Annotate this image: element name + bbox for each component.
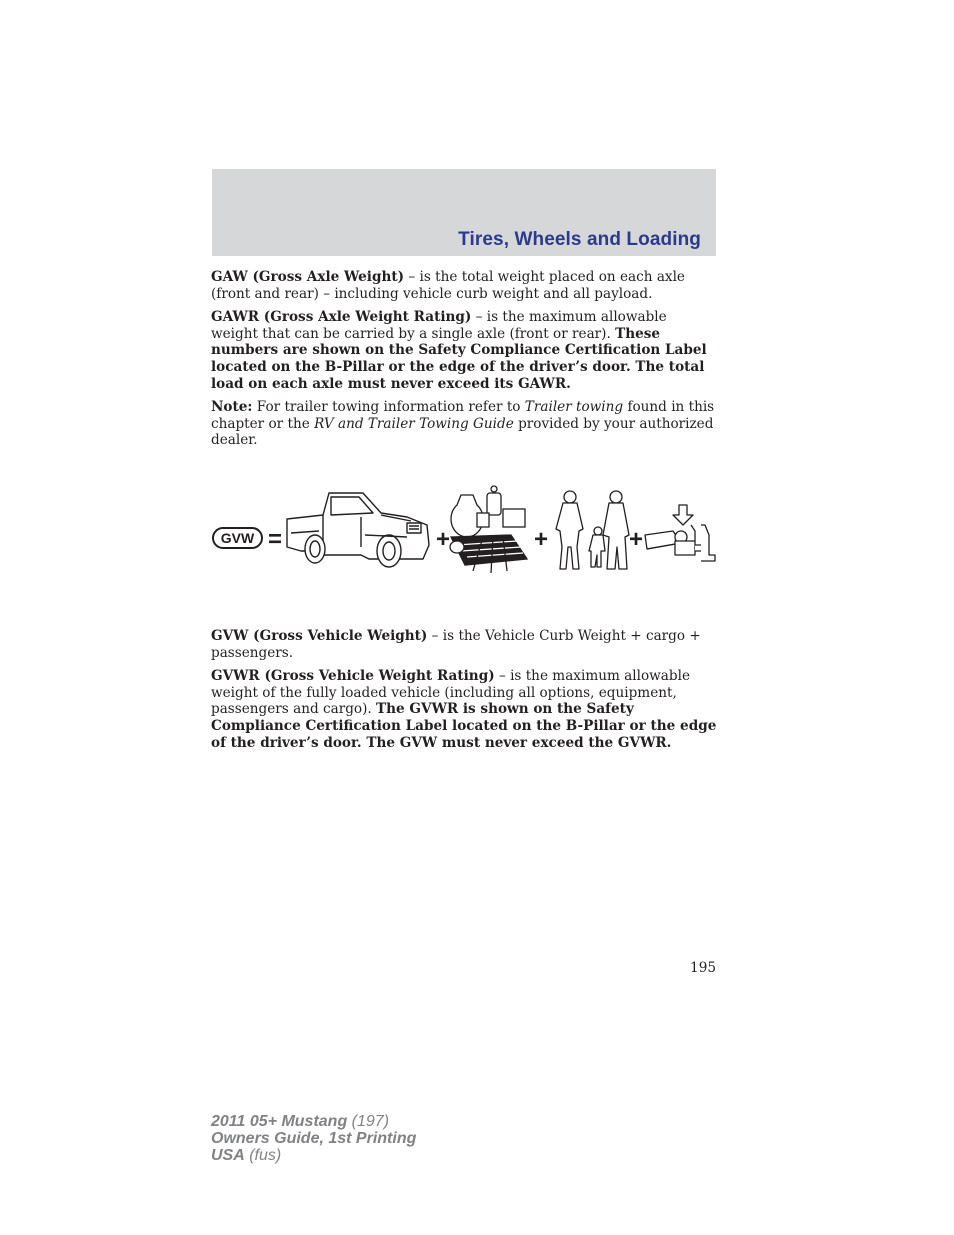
gaw-text: – is the total weight placed on each axle (front and rear) – including vehicle curb weight and all payload. bbox=[211, 269, 685, 302]
plus-sign-2: + bbox=[533, 526, 549, 553]
gvw-badge bbox=[213, 528, 262, 548]
gvw-definition bbox=[211, 628, 717, 661]
plus-sign-1: + bbox=[435, 526, 451, 553]
gvw-text: – is the Vehicle Curb Weight + cargo + passengers. bbox=[211, 628, 701, 661]
gvwr-term: GVWR (Gross Vehicle Weight Rating) bbox=[211, 668, 495, 685]
gvwr-text: – is the maximum allowable weight of the fully loaded vehicle (including all options, equipment, passengers and cargo). bbox=[211, 668, 690, 718]
note-ref-trailer-towing: Trailer towing bbox=[524, 399, 624, 416]
footer-line-3 bbox=[211, 1147, 416, 1164]
gawr-definition bbox=[211, 309, 717, 392]
gawr-warning: These numbers are shown on the Safety Compliance Certification Label located on the B-Pillar or the edge of the driver’s door. The total load on each axle must never exceed its GAWR. bbox=[211, 325, 707, 392]
cargo-icon bbox=[450, 486, 527, 573]
passengers-icon bbox=[556, 491, 629, 569]
definitions-bottom bbox=[211, 628, 717, 758]
equals-sign: = bbox=[267, 526, 283, 553]
footer-model: 2011 05+ Mustang bbox=[211, 1113, 348, 1130]
definitions-top bbox=[211, 269, 717, 456]
gvw-term: GVW (Gross Vehicle Weight) bbox=[211, 628, 428, 644]
page-number: 195 bbox=[690, 960, 716, 976]
footer-line-1 bbox=[211, 1113, 416, 1130]
gawr-term: GAWR (Gross Axle Weight Rating) bbox=[211, 309, 472, 326]
gvw-illustration bbox=[211, 485, 717, 575]
gawr-text: – is the maximum allowable weight that can be carried by a single axle (front or rear). bbox=[211, 309, 667, 342]
note-label: Note: bbox=[211, 399, 253, 416]
footer-market: USA bbox=[211, 1147, 245, 1164]
footer-line-2 bbox=[211, 1130, 416, 1147]
footer-printing: Owners Guide, 1st Printing bbox=[211, 1130, 417, 1147]
gvwr-definition bbox=[211, 668, 717, 751]
gaw-term: GAW (Gross Axle Weight) bbox=[211, 269, 405, 285]
gvwr-warning: The GVWR is shown on the Safety Compliance Certification Label located on the B-Pillar or the edge of the driver’s door. The GVW must never exceed the GVWR. bbox=[211, 701, 717, 751]
pickup-truck-icon bbox=[287, 493, 429, 567]
gvw-equation-graphic bbox=[211, 485, 717, 575]
note-text-3: provided by your authorized dealer. bbox=[211, 415, 714, 449]
note-text-2: found in this chapter or the bbox=[211, 399, 715, 432]
document-footer bbox=[211, 1113, 416, 1164]
footer-market-code: (fus) bbox=[244, 1147, 282, 1164]
note-ref-towing-guide: RV and Trailer Towing Guide bbox=[314, 415, 514, 432]
footer-model-code: (197) bbox=[347, 1113, 390, 1130]
gaw-definition bbox=[211, 269, 717, 302]
note-text-1: For trailer towing information refer to bbox=[252, 399, 525, 416]
plus-sign-3: + bbox=[628, 526, 644, 553]
gvw-badge-label: GVW bbox=[220, 530, 255, 546]
section-header-band bbox=[212, 169, 716, 256]
trailer-note bbox=[211, 399, 717, 449]
trailer-hitch-icon bbox=[645, 505, 715, 561]
section-title: Tires, Wheels and Loading bbox=[458, 229, 701, 250]
